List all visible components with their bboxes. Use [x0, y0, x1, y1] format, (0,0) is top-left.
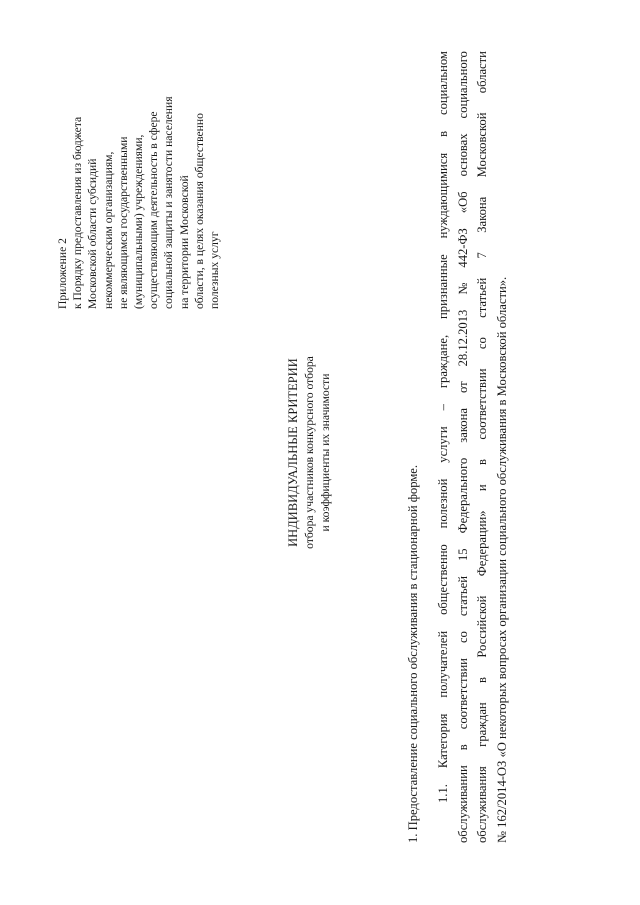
paragraph-word: Российской [475, 595, 489, 658]
paragraph-word: социального [455, 51, 470, 119]
section-heading: 1. Предоставление социального обслуживания в стационарной форме. [406, 464, 420, 843]
appendix-note [55, 41, 222, 309]
paragraph-word: соответствии [455, 658, 470, 730]
paragraph-word: в [475, 677, 489, 683]
paragraph-word: 15 [455, 548, 470, 561]
paragraph-word: статьей [475, 277, 489, 318]
criteria-paragraph [434, 51, 512, 843]
appendix-line: на территории Московской [177, 175, 191, 309]
paragraph-word: Категория [436, 713, 450, 769]
paragraph-word: в [436, 130, 450, 137]
title-subtitle-line-1: отбора участников конкурсного отбора [303, 356, 316, 549]
appendix-line: (муниципальными) учреждениями, [132, 134, 146, 309]
paragraph-word: 442-ФЗ [455, 228, 470, 268]
paragraph-word: Федерации» [475, 510, 489, 577]
paragraph-word: «Об [455, 191, 470, 214]
paragraph-word: граждан [475, 702, 489, 747]
paragraph-word: признанные [436, 254, 450, 319]
paragraph-word: статьей [455, 576, 470, 617]
paragraph-line [454, 51, 474, 843]
paragraph-word: Федерального [455, 457, 470, 534]
paragraph-line [434, 51, 454, 843]
paragraph-word: закона [455, 408, 470, 443]
appendix-line: полезных услуг [208, 231, 222, 309]
title-main: ИНДИВИДУАЛЬНЫЕ КРИТЕРИИ [286, 358, 300, 547]
paragraph-line [473, 51, 493, 843]
document-title [285, 0, 334, 905]
paragraph-word: в [455, 744, 470, 751]
paragraph-word: со [475, 337, 489, 350]
title-subtitle-line-2: и коэффициенты их значимости [319, 373, 332, 532]
appendix-line: Приложение 2 [56, 238, 69, 309]
paragraph-word: области [475, 51, 489, 94]
appendix-line: к Порядку предоставления из бюджета [71, 116, 85, 309]
appendix-line: не являющимся государственными [116, 136, 130, 309]
paragraph-word: 7 [475, 252, 489, 259]
paragraph-word: в [475, 459, 489, 465]
paragraph-word: нуждающимися [436, 152, 450, 239]
appendix-line: социальной защиты и занятости населения [162, 96, 176, 309]
paragraph-word: Закона [475, 196, 489, 233]
appendix-line: осуществляющим деятельность в сфере [147, 111, 161, 309]
paragraph-word: обслуживании [455, 765, 470, 843]
appendix-line: Московской области субсидий [86, 158, 100, 309]
paragraph-word: № [455, 282, 470, 295]
paragraph-word: соответствии [475, 368, 489, 440]
paragraph-word: от [455, 381, 470, 394]
appendix-line: некоммерческим организациям, [101, 151, 115, 309]
paragraph-line: № 162/2014-ОЗ «О некоторых вопросах организации социального обслуживания в Московской области». [494, 276, 509, 843]
paragraph-word: – [436, 404, 450, 411]
paragraph-word: получателей [436, 630, 450, 698]
paragraph-word: основах [455, 133, 470, 177]
paragraph-word: и [475, 484, 489, 492]
paragraph-word: 1.1. [436, 784, 450, 803]
paragraph-word: Московской [475, 112, 489, 178]
paragraph-word: общественно [436, 544, 450, 615]
paragraph-word: 28.12.2013 [455, 309, 470, 367]
paragraph-word: полезной [436, 478, 450, 529]
appendix-line: области, в целях оказания общественно [192, 113, 206, 309]
paragraph-word: обслуживания [475, 766, 489, 843]
paragraph-word: со [455, 631, 470, 644]
paragraph-word: социальном [436, 51, 450, 115]
paragraph-word: граждане, [436, 334, 450, 389]
paragraph-word: услуги [436, 426, 450, 463]
